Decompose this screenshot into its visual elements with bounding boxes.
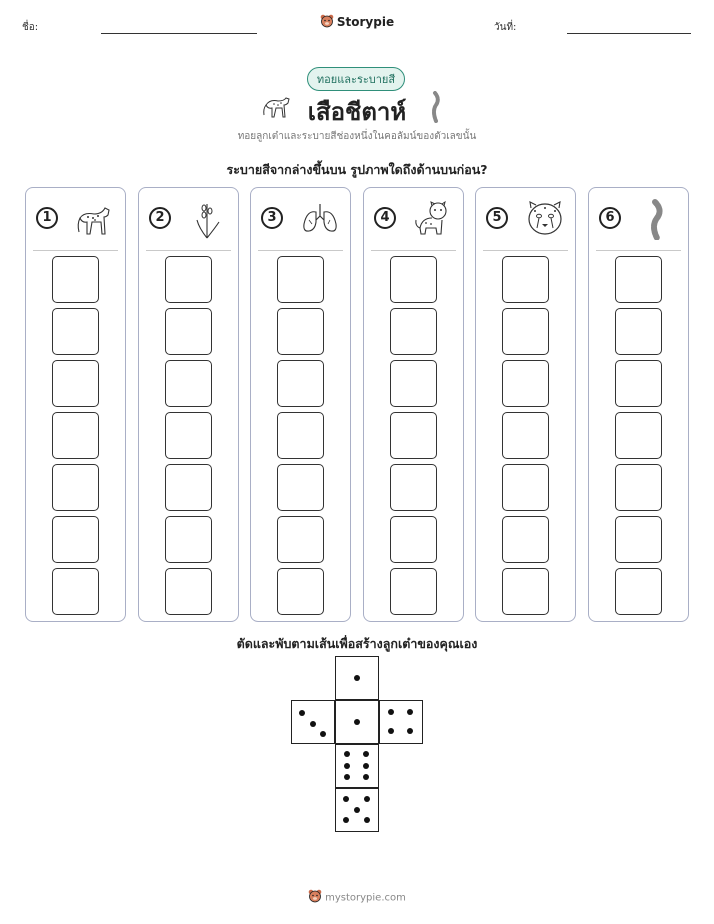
color-box[interactable]	[390, 464, 437, 511]
name-label: ชื่อ:	[22, 22, 39, 33]
question-text: ระบายสีจากล่างขึ้นบน รูปภาพใดถึงด้านบนก่อน?	[226, 162, 488, 177]
date-label: วันที่:	[494, 22, 517, 33]
color-box[interactable]	[390, 568, 437, 615]
cut-instruction: ตัดและพับตามเส้นเพื่อสร้างลูกเต๋าของคุณเอง	[236, 636, 478, 651]
dice-pip	[354, 807, 360, 813]
column-number: 4	[374, 207, 396, 229]
color-box[interactable]	[165, 568, 212, 615]
column-divider	[596, 250, 681, 251]
dice-face-lower	[335, 744, 379, 788]
dice-face-left	[291, 700, 335, 744]
column-divider	[371, 250, 456, 251]
dice-pip	[363, 763, 369, 769]
color-box[interactable]	[615, 256, 662, 303]
brand-name: Storypie	[336, 15, 395, 29]
grass-icon	[187, 198, 229, 240]
color-box[interactable]	[277, 464, 324, 511]
dice-pip	[299, 710, 305, 716]
color-box[interactable]	[52, 568, 99, 615]
dice-pip	[363, 751, 369, 757]
cheetah-icon	[74, 198, 116, 240]
color-box[interactable]	[52, 360, 99, 407]
color-box[interactable]	[502, 464, 549, 511]
color-box[interactable]	[502, 516, 549, 563]
bear-logo-icon	[320, 14, 334, 31]
activity-badge: ทอยและระบายสี	[307, 67, 405, 91]
color-box[interactable]	[165, 516, 212, 563]
dice-pip	[343, 796, 349, 802]
bear-footer-icon	[308, 889, 322, 906]
footer-url: mystorypie.com	[325, 892, 406, 904]
color-box[interactable]	[165, 412, 212, 459]
color-box[interactable]	[615, 412, 662, 459]
footer	[0, 889, 714, 906]
cheetah-cub-icon	[412, 198, 454, 240]
dice-face-bottom	[335, 788, 379, 832]
column-divider	[33, 250, 118, 251]
color-box[interactable]	[277, 256, 324, 303]
dice-pip	[364, 817, 370, 823]
dice-pip	[320, 731, 326, 737]
color-box[interactable]	[52, 516, 99, 563]
color-box[interactable]	[502, 412, 549, 459]
color-box[interactable]	[502, 360, 549, 407]
color-box[interactable]	[615, 360, 662, 407]
color-box[interactable]	[277, 308, 324, 355]
color-box[interactable]	[390, 412, 437, 459]
color-box[interactable]	[390, 256, 437, 303]
cheetah-face-icon	[524, 198, 566, 240]
date-line[interactable]	[567, 33, 691, 34]
color-box[interactable]	[165, 360, 212, 407]
spine-icon	[637, 198, 679, 240]
column-1	[25, 187, 126, 622]
color-box[interactable]	[165, 256, 212, 303]
column-divider	[258, 250, 343, 251]
dice-pip	[344, 763, 350, 769]
column-number: 3	[261, 207, 283, 229]
color-box[interactable]	[615, 516, 662, 563]
color-box[interactable]	[390, 516, 437, 563]
color-box[interactable]	[615, 568, 662, 615]
column-divider	[146, 250, 231, 251]
dice-pip	[354, 675, 360, 681]
dice-pip	[354, 719, 360, 725]
column-number: 2	[149, 207, 171, 229]
column-divider	[483, 250, 568, 251]
dice-pip	[344, 774, 350, 780]
dice-pip	[364, 796, 370, 802]
column-number: 6	[599, 207, 621, 229]
color-box[interactable]	[52, 464, 99, 511]
color-box[interactable]	[390, 360, 437, 407]
dice-pip	[344, 751, 350, 757]
dice-face-right	[379, 700, 423, 744]
column-3	[250, 187, 351, 622]
dice-face-top	[335, 656, 379, 700]
color-box[interactable]	[615, 308, 662, 355]
dice-pip	[343, 817, 349, 823]
column-5	[475, 187, 576, 622]
color-box[interactable]	[502, 568, 549, 615]
color-box[interactable]	[502, 308, 549, 355]
dice-face-center	[335, 700, 379, 744]
color-box[interactable]	[277, 412, 324, 459]
spine-title-icon	[426, 91, 444, 123]
name-line[interactable]	[101, 33, 257, 34]
color-box[interactable]	[277, 568, 324, 615]
instruction-subtitle: ทอยลูกเต๋าและระบายสีช่องหนึ่งในคอลัมน์ของตัวเลขนั้น	[237, 131, 477, 142]
color-box[interactable]	[615, 464, 662, 511]
color-box[interactable]	[502, 256, 549, 303]
color-box[interactable]	[52, 308, 99, 355]
dice-pip	[388, 728, 394, 734]
color-box[interactable]	[52, 412, 99, 459]
column-number: 1	[36, 207, 58, 229]
dice-pip	[407, 728, 413, 734]
lungs-icon	[299, 198, 341, 240]
column-6	[588, 187, 689, 622]
color-box[interactable]	[52, 256, 99, 303]
color-box[interactable]	[277, 360, 324, 407]
dice-pip	[388, 709, 394, 715]
page-title: เสือชีตาห์	[307, 98, 407, 126]
color-box[interactable]	[165, 464, 212, 511]
column-2	[138, 187, 239, 622]
dice-pip	[310, 721, 316, 727]
brand-logo	[0, 14, 714, 31]
column-number: 5	[486, 207, 508, 229]
column-4	[363, 187, 464, 622]
dice-pip	[407, 709, 413, 715]
color-box[interactable]	[390, 308, 437, 355]
color-box[interactable]	[165, 308, 212, 355]
color-box[interactable]	[277, 516, 324, 563]
dice-pip	[363, 774, 369, 780]
